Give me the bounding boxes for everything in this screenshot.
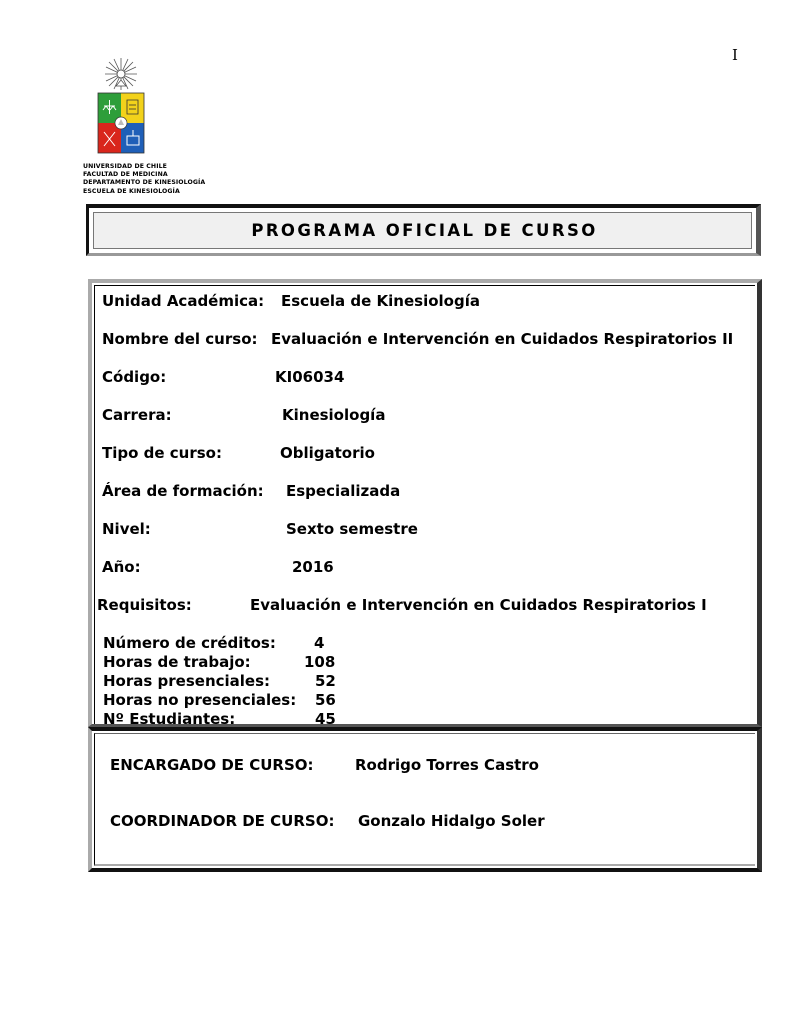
carrera-label: Carrera: [102,406,172,424]
unidad-value: Escuela de Kinesiología [281,292,480,310]
unidad-label: Unidad Académica: [102,292,265,310]
area-label: Área de formación: [102,482,264,500]
nombre-value: Evaluación e Intervención en Cuidados Respiratorios II [271,330,734,348]
title-panel [93,212,752,249]
institution-line: FACULTAD DE MEDICINA [83,171,168,179]
requisitos-value: Evaluación e Intervención en Cuidados Respiratorios I [250,596,707,614]
coordinador-label: COORDINADOR DE CURSO: [110,812,335,830]
estudiantes-label: Nº Estudiantes: [103,710,236,728]
course-info-box [88,279,762,727]
encargado-value: Rodrigo Torres Castro [355,756,539,774]
anio-label: Año: [102,558,141,576]
horas-presenciales-label: Horas presenciales: [103,672,271,690]
horas-trabajo-value: 108 [304,653,336,671]
horas-trabajo-label: Horas de trabajo: [103,653,251,671]
codigo-value: KI06034 [275,368,345,386]
nombre-label: Nombre del curso: [102,330,258,348]
area-value: Especializada [286,482,401,500]
nivel-value: Sexto semestre [286,520,418,538]
staff-panel [94,733,755,866]
institution-line: DEPARTAMENTO DE KINESIOLOGÍA [83,179,206,187]
course-info-panel [94,285,755,728]
nivel-label: Nivel: [102,520,151,538]
institution-line: ESCUELA DE KINESIOLOGÍA [83,187,180,195]
document-title: PROGRAMA OFICIAL DE CURSO [251,221,598,240]
horas-presenciales-value: 52 [315,672,336,690]
horas-no-presenciales-label: Horas no presenciales: [103,691,297,709]
staff-box [88,727,762,872]
estudiantes-value: 45 [315,710,336,728]
coordinador-value: Gonzalo Hidalgo Soler [358,812,545,830]
university-logo [94,56,148,156]
codigo-label: Código: [102,368,167,386]
creditos-label: Número de créditos: [103,634,276,652]
tipo-value: Obligatorio [280,444,375,462]
title-box [86,204,761,256]
page-number: I [732,46,738,64]
institution-line: UNIVERSIDAD DE CHILE [83,163,167,170]
horas-no-presenciales-value: 56 [315,691,336,709]
encargado-label: ENCARGADO DE CURSO: [110,756,314,774]
requisitos-label: Requisitos: [97,596,192,614]
carrera-value: Kinesiología [282,406,386,424]
anio-value: 2016 [292,558,334,576]
institution-lines [83,163,205,196]
tipo-label: Tipo de curso: [102,444,222,462]
creditos-value: 4 [314,634,325,652]
